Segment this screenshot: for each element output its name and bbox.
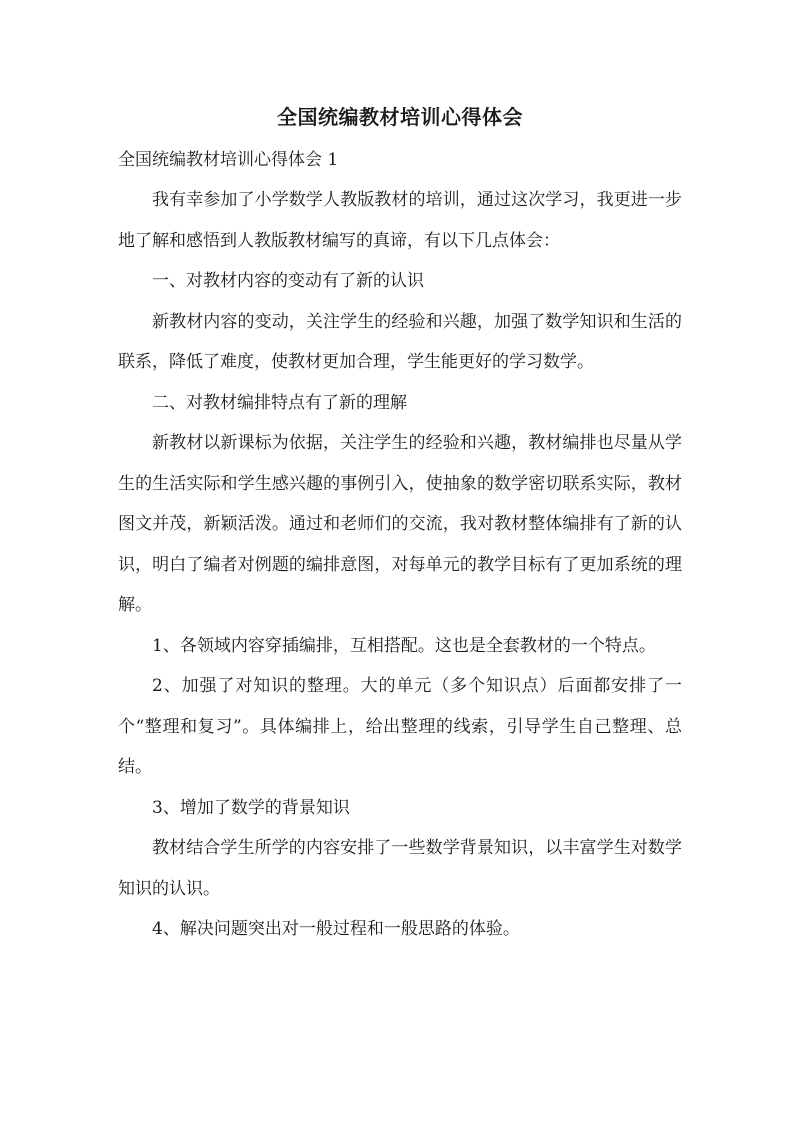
- list-item-3: 3、增加了数学的背景知识: [152, 797, 350, 818]
- list-item-4: 4、解决问题突出对一般过程和一般思路的体验。: [152, 919, 520, 939]
- document-body: [118, 180, 682, 950]
- paragraph: 新教材以新课标为依据，关注学生的经验和兴趣，教材编排也尽量从学生的生活实际和学生感兴趣的事例引入，使抽象的数学密切联系实际，教材图文并茂，新颖活泼。通过和老师们的交流，我对教材整体编排有了新的认识，明白了编者对例题的编排意图，对每单元的教学目标有了更加系统的理解。: [118, 433, 682, 615]
- section-heading-2: 二、对教材编排特点有了新的理解: [152, 392, 407, 413]
- document-title: 全国统编教材培训心得体会: [277, 105, 523, 129]
- paragraph: 新教材内容的变动，关注学生的经验和兴趣，加强了数学知识和生活的联系，降低了难度，使教材更加合理，学生能更好的学习数学。: [118, 311, 682, 372]
- paragraph-intro: 我有幸参加了小学数学人教版教材的培训，通过这次学习，我更进一步地了解和感悟到人教版教材编写的真谛，有以下几点体会：: [118, 190, 682, 251]
- paragraph: 教材结合学生所学的内容安排了一些数学背景知识，以丰富学生对数学知识的认识。: [118, 838, 682, 899]
- section-heading-1: 一、对教材内容的变动有了新的认识: [152, 271, 424, 291]
- list-item-2: 2、加强了对知识的整理。大的单元（多个知识点）后面都安排了一个“整理和复习”。具体编排上，给出整理的线索，引导学生自己整理、总结。: [118, 676, 682, 777]
- list-item-1: 1、各领域内容穿插编排，互相搭配。这也是全套教材的一个特点。: [152, 635, 656, 656]
- document-subtitle: 全国统编教材培训心得体会 1: [118, 150, 339, 170]
